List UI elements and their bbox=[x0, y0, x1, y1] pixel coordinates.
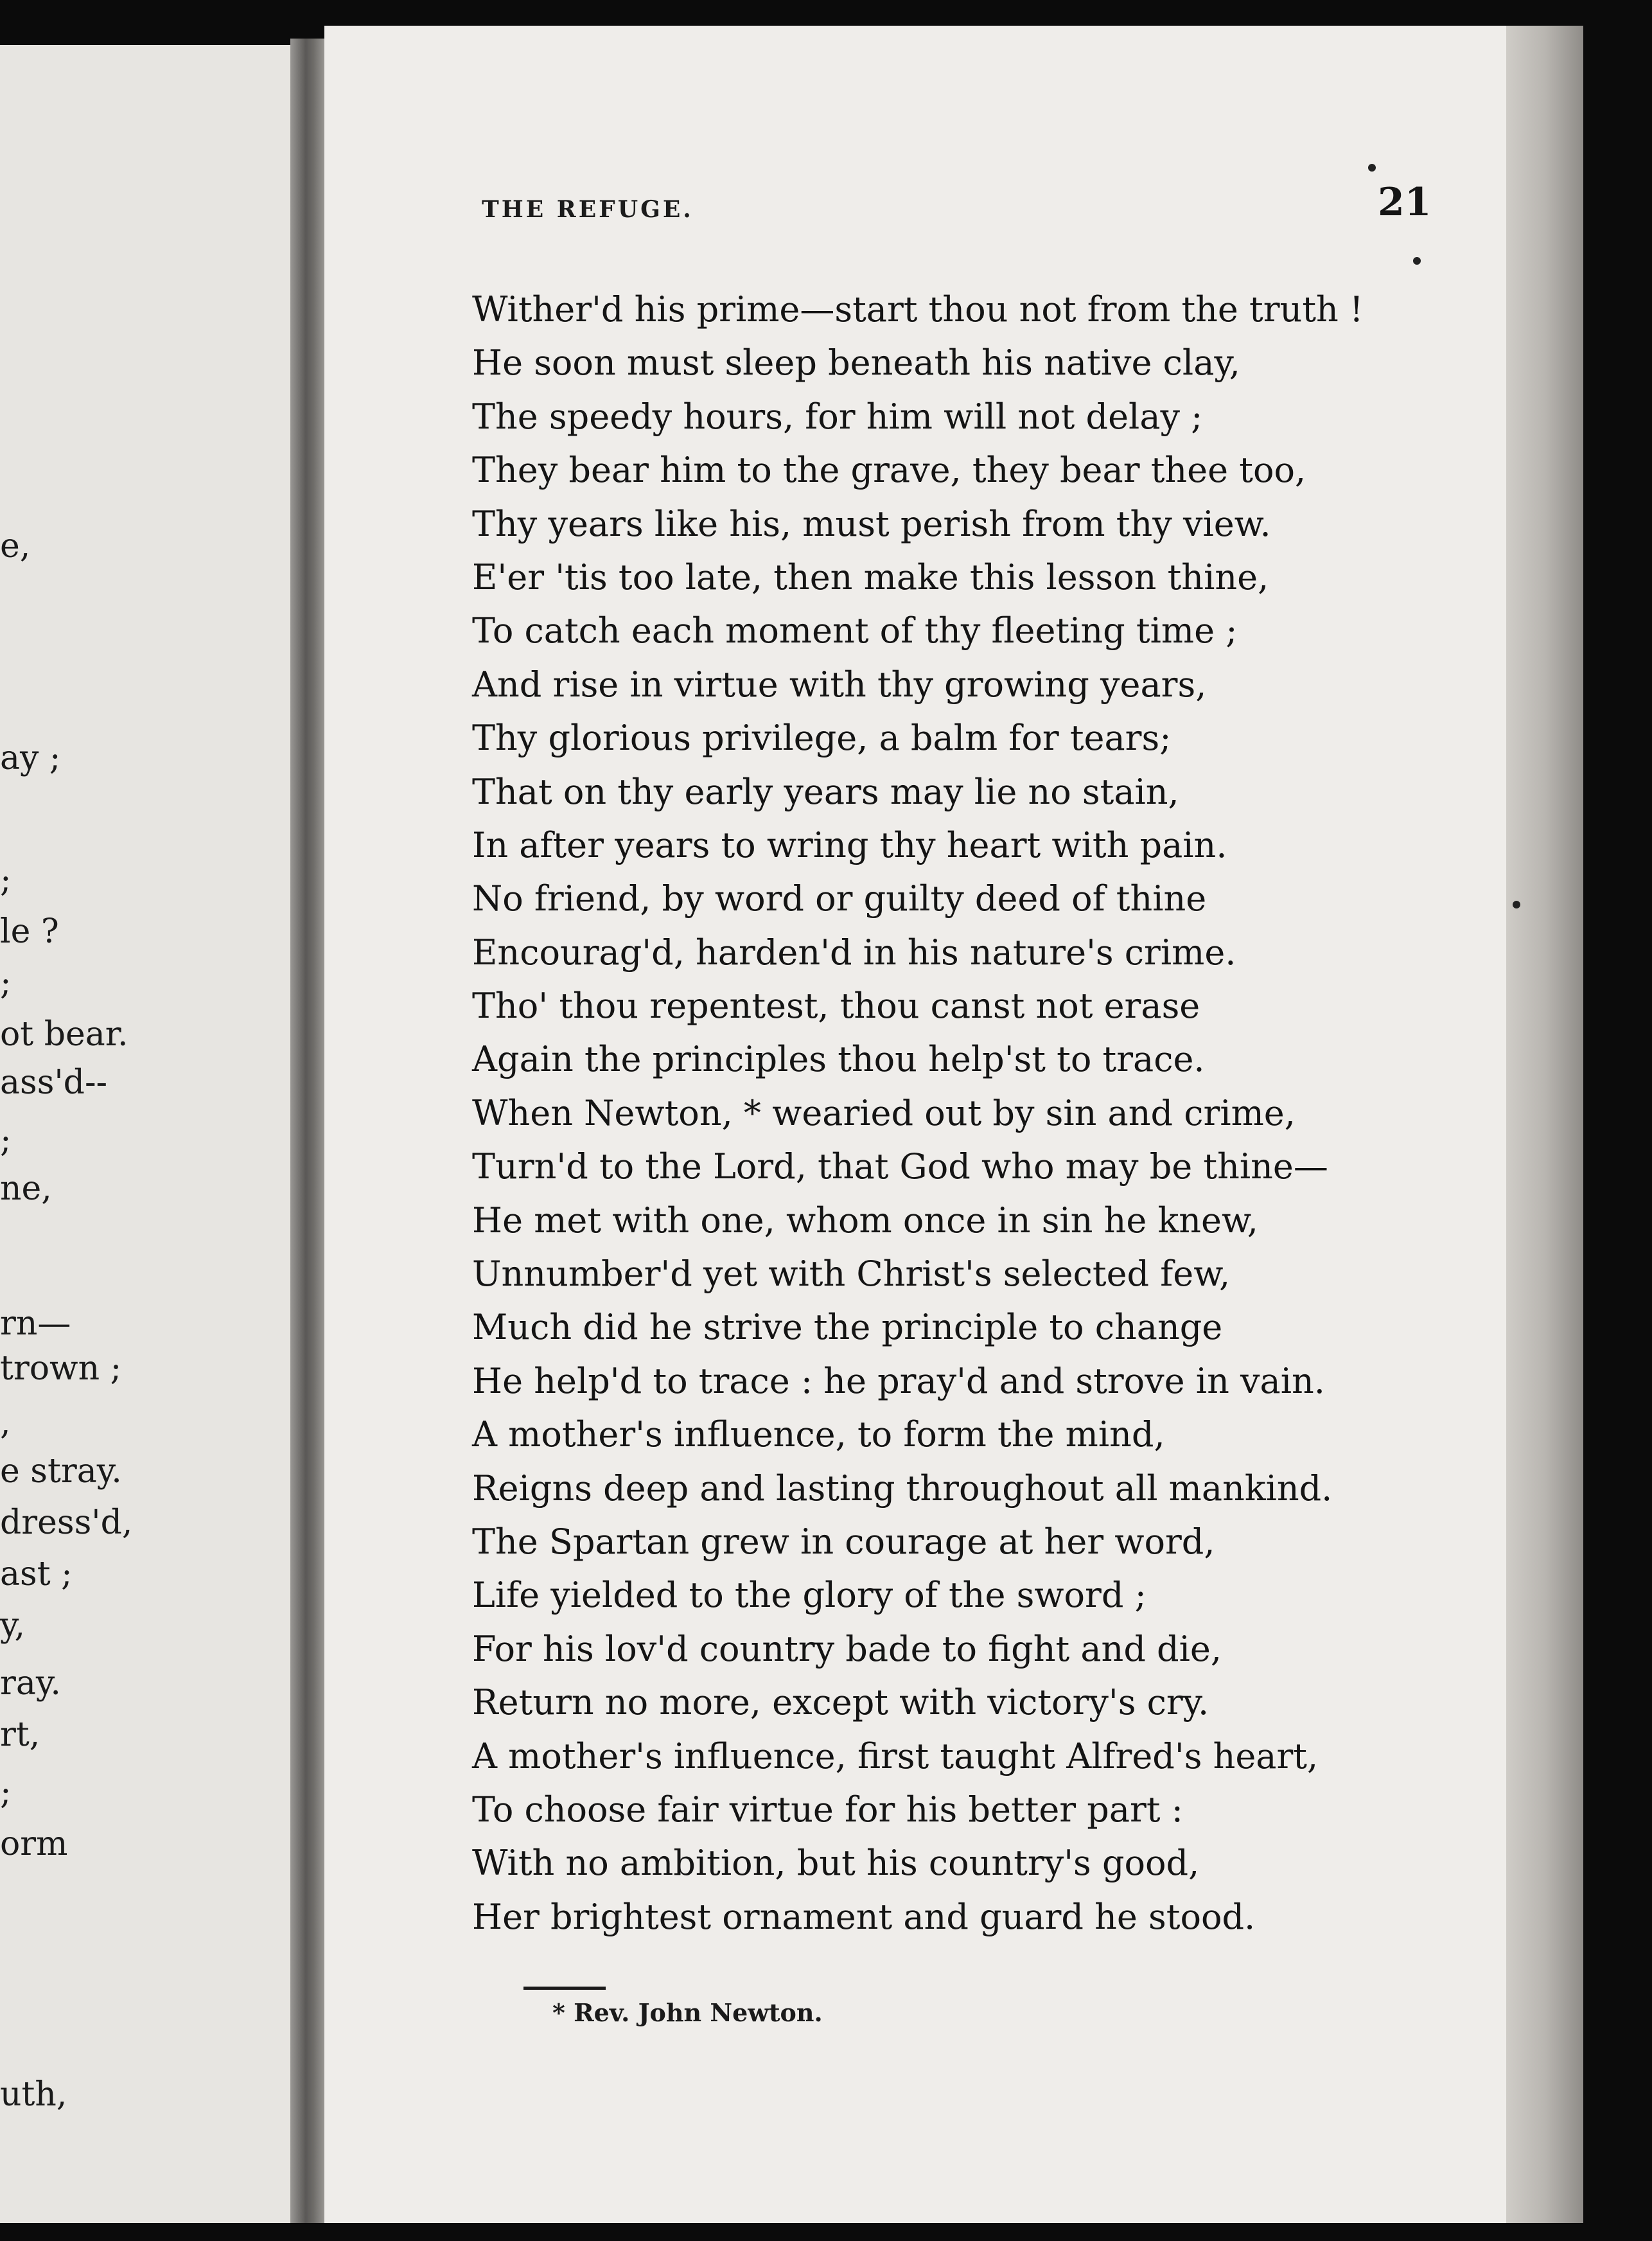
poem-line: Thy glorious privilege, a balm for tears; bbox=[472, 718, 1172, 759]
left-page-fragment: e, bbox=[0, 527, 31, 565]
poem-line: Turn'd to the Lord, that God who may be thine— bbox=[472, 1146, 1328, 1187]
left-page-fragment: ; bbox=[0, 861, 12, 899]
left-page-fragment: ass'd-- bbox=[0, 1063, 108, 1102]
poem-line: Return no more, except with victory's cry. bbox=[472, 1682, 1209, 1723]
poem-line: When Newton, * wearied out by sin and crime, bbox=[472, 1092, 1296, 1133]
left-page-fragment: ne, bbox=[0, 1169, 52, 1208]
left-page-fragment: ast ; bbox=[0, 1555, 73, 1593]
page-edge bbox=[1506, 26, 1583, 2223]
poem-line: That on thy early years may lie no stain, bbox=[472, 771, 1179, 812]
footnote: * Rev. John Newton. bbox=[552, 1998, 823, 2027]
poem-line: Much did he strive the principle to change bbox=[472, 1307, 1223, 1348]
footnote-rule bbox=[523, 1987, 606, 1990]
poem-line: The speedy hours, for him will not delay ; bbox=[472, 396, 1203, 437]
left-page bbox=[0, 45, 302, 2223]
bleed-through bbox=[1471, 360, 1481, 394]
poem-line: Tho' thou repentest, thou canst not erase bbox=[472, 986, 1200, 1027]
poem-line: Again the principles thou help'st to trace. bbox=[472, 1039, 1205, 1080]
poem-line: To choose fair virtue for his better part : bbox=[472, 1789, 1183, 1830]
poem-line: Wither'd his prime—start thou not from the truth ! bbox=[472, 289, 1364, 330]
left-page-fragment: uth, bbox=[0, 2075, 67, 2114]
poem-line: And rise in virtue with thy growing years, bbox=[472, 664, 1207, 705]
left-page-fragment: le ? bbox=[0, 912, 59, 951]
left-page-fragment: e stray. bbox=[0, 1452, 122, 1491]
running-head: THE REFUGE. bbox=[482, 196, 694, 223]
poem-line: He help'd to trace : he pray'd and strove in vain. bbox=[472, 1360, 1325, 1401]
poem-line: For his lov'd country bade to fight and die, bbox=[472, 1628, 1222, 1669]
left-page-fragment: rn— bbox=[0, 1304, 71, 1343]
poem-line: A mother's influence, to form the mind, bbox=[472, 1414, 1165, 1455]
left-page-fragment: ot bear. bbox=[0, 1015, 128, 1054]
poem-line: A mother's influence, first taught Alfred's heart, bbox=[472, 1735, 1319, 1776]
poem-text bbox=[472, 283, 1364, 1944]
poem-line: Thy years like his, must perish from thy view. bbox=[472, 503, 1271, 544]
poem-line: The Spartan grew in courage at her word, bbox=[472, 1521, 1215, 1562]
left-page-fragment: orm bbox=[0, 1825, 68, 1863]
poem-line: To catch each moment of thy fleeting time ; bbox=[472, 610, 1238, 651]
poem-line: E'er 'tis too late, then make this lesson thine, bbox=[472, 556, 1269, 598]
left-page-fragment: rt, bbox=[0, 1715, 40, 1754]
left-page-fragment: ray. bbox=[0, 1664, 61, 1703]
speck bbox=[1413, 257, 1421, 265]
left-page-fragment: trown ; bbox=[0, 1349, 122, 1388]
poem-line: Encourag'd, harden'd in his nature's crime. bbox=[472, 932, 1236, 973]
poem-line: With no ambition, but his country's good, bbox=[472, 1843, 1200, 1884]
left-page-fragment: dress'd, bbox=[0, 1503, 133, 1542]
poem-line: In after years to wring thy heart with pain. bbox=[472, 824, 1227, 865]
page-number: 21 bbox=[1378, 180, 1432, 225]
left-page-fragment: , bbox=[0, 1404, 11, 1442]
poem-line: Her brightest ornament and guard he stood. bbox=[472, 1896, 1256, 1937]
left-page-fragment: ; bbox=[0, 1121, 12, 1160]
poem-line: Reigns deep and lasting throughout all mankind. bbox=[472, 1467, 1333, 1509]
book-gutter bbox=[290, 39, 329, 2223]
poem-line: He soon must sleep beneath his native clay, bbox=[472, 342, 1240, 384]
poem-line: They bear him to the grave, they bear thee too, bbox=[472, 450, 1306, 491]
poem-line: Unnumber'd yet with Christ's selected few, bbox=[472, 1253, 1231, 1295]
poem-line: Life yielded to the glory of the sword ; bbox=[472, 1575, 1147, 1616]
left-page-fragment: ; bbox=[0, 964, 12, 1002]
left-page-fragment: y, bbox=[0, 1606, 25, 1645]
poem-line: No friend, by word or guilty deed of thine bbox=[472, 878, 1207, 919]
left-page-fragment: ay ; bbox=[0, 739, 61, 777]
left-page-fragment: ; bbox=[0, 1773, 12, 1812]
poem-line: He met with one, whom once in sin he knew, bbox=[472, 1200, 1258, 1241]
speck bbox=[1368, 164, 1376, 172]
speck bbox=[1513, 901, 1520, 908]
